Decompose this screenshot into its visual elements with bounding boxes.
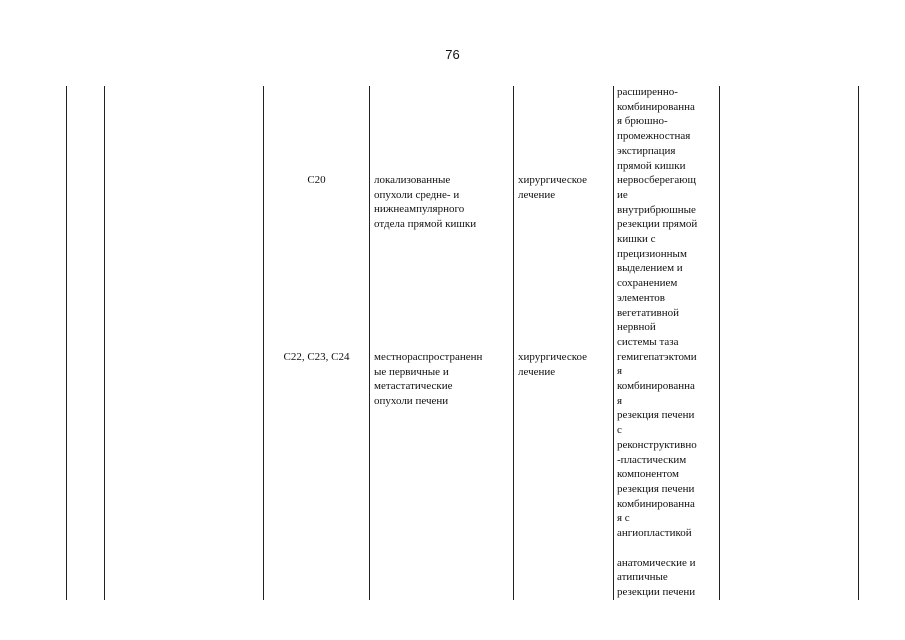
column-divider xyxy=(613,86,614,600)
diagnosis-cell: местнораспространенн ые первичные и метастатические опухоли печени xyxy=(374,351,483,408)
column-divider xyxy=(263,86,264,600)
column-divider xyxy=(369,86,370,600)
page-number: 76 xyxy=(445,47,460,62)
treatment-type-cell: хирургическое лечение xyxy=(518,351,588,378)
column-divider xyxy=(719,86,720,600)
column-divider xyxy=(104,86,105,600)
treatment-type-cell: хирургическое лечение xyxy=(518,174,588,201)
diagnosis-cell: локализованные опухоли средне- и нижнеампулярного отдела прямой кишки xyxy=(374,174,477,231)
treatment-methods-cell: расширенно- комбинированна я брюшно- промежностная экстирпация прямой кишки нервосберегающ ие внутрибрюшные резекции прямой кишки с прецизионным выделением и сохранением элементов вегетативной нервной системы таза гемигепатэктоми я комбинированна я резекция печени с реконструктивно -пластическим компонентом резекция печени комбинированна я с ангиопластикой анатомические и атипичные резекции печени xyxy=(617,86,698,598)
column-divider xyxy=(66,86,67,600)
column-divider xyxy=(858,86,859,600)
diagnosis-code-cell: C22, C23, C24 xyxy=(283,351,350,363)
diagnosis-code-cell: C20 xyxy=(307,174,326,186)
column-divider xyxy=(513,86,514,600)
